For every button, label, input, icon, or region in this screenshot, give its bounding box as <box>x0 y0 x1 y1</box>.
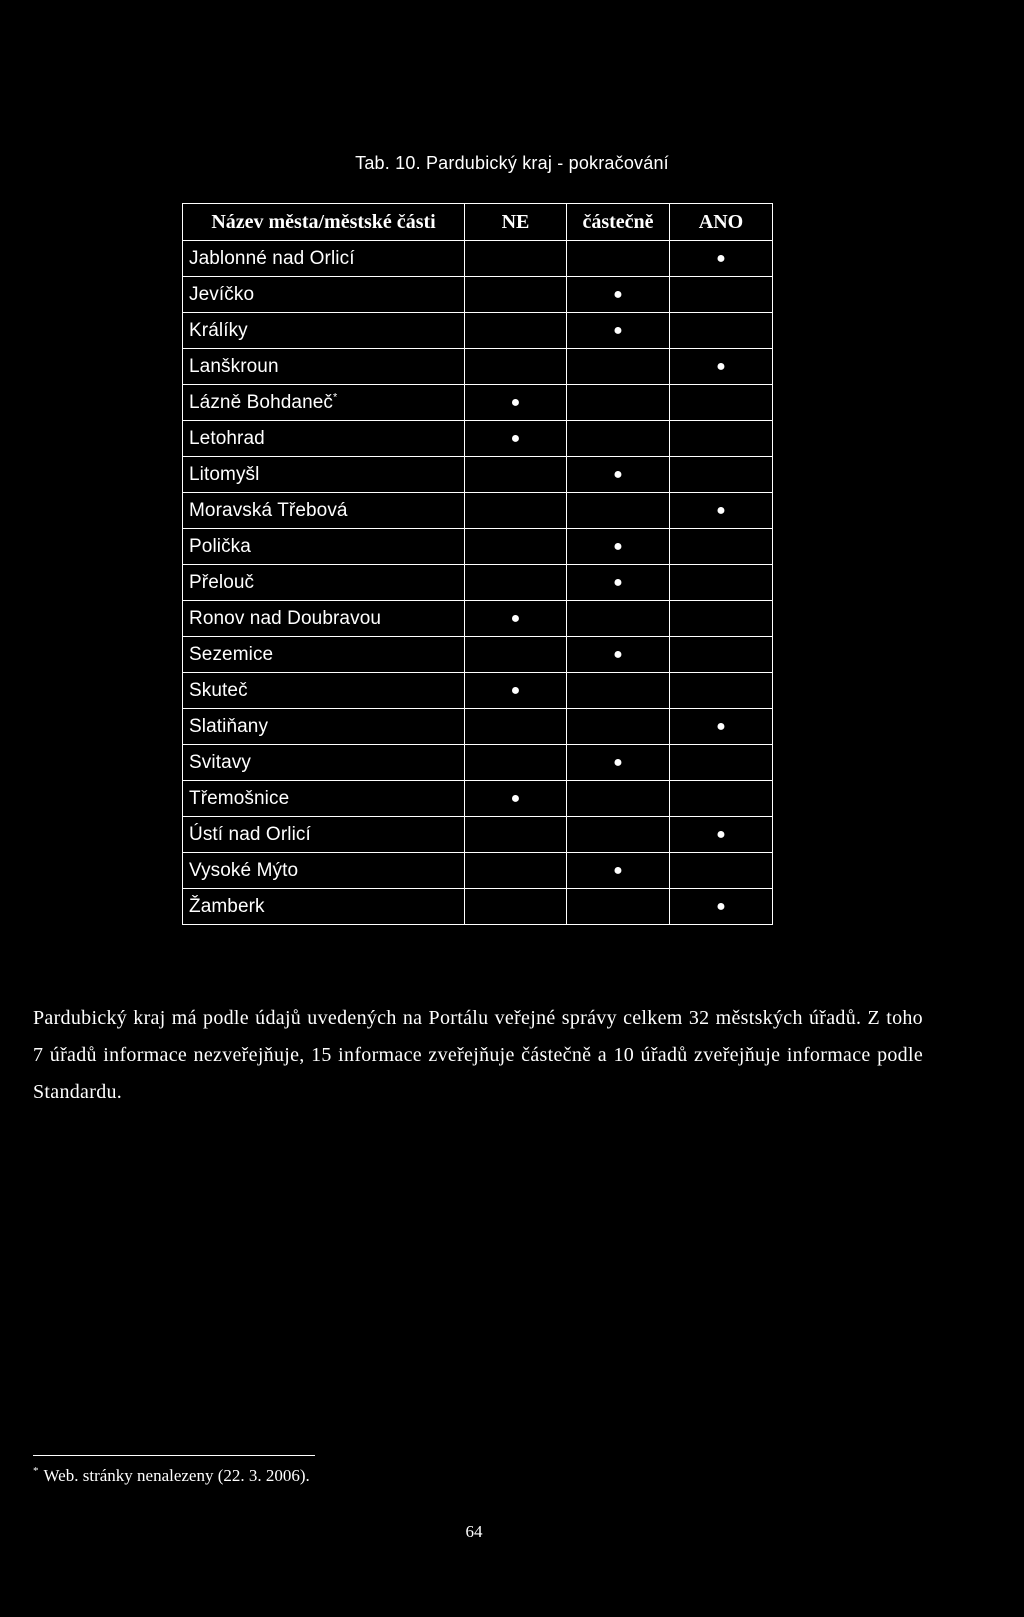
city-name: Žamberk <box>189 895 265 917</box>
bullet-icon: ● <box>613 285 623 303</box>
bullet-icon: ● <box>716 357 726 375</box>
city-name-cell <box>183 457 465 493</box>
table-row <box>183 241 773 277</box>
city-name: Jevíčko <box>189 283 255 305</box>
bullet-icon: ● <box>716 249 726 267</box>
status-cell <box>567 277 670 313</box>
status-cell <box>670 817 773 853</box>
bullet-icon: ● <box>510 429 521 447</box>
city-name: Králíky <box>189 319 248 341</box>
bullet-icon: ● <box>510 681 521 699</box>
table-row <box>183 457 773 493</box>
status-cell <box>567 709 670 745</box>
city-name-cell <box>183 601 465 637</box>
city-name: Sezemice <box>189 643 274 665</box>
status-cell <box>465 601 567 637</box>
table-row <box>183 601 773 637</box>
status-cell <box>670 781 773 817</box>
bullet-icon: ● <box>510 789 521 807</box>
footnote-marker: * <box>33 1465 39 1478</box>
status-cell <box>465 421 567 457</box>
status-cell <box>670 529 773 565</box>
city-name-cell <box>183 853 465 889</box>
header-ano: ANO <box>670 204 773 241</box>
status-cell <box>567 745 670 781</box>
bullet-icon: ● <box>510 393 521 411</box>
status-cell <box>465 277 567 313</box>
status-cell <box>567 889 670 925</box>
status-cell <box>567 529 670 565</box>
status-cell <box>567 601 670 637</box>
header-ne: NE <box>465 204 567 241</box>
status-cell <box>670 313 773 349</box>
bullet-icon: ● <box>716 501 726 519</box>
table-row <box>183 529 773 565</box>
status-cell <box>465 493 567 529</box>
city-name-cell <box>183 817 465 853</box>
status-cell <box>567 817 670 853</box>
city-name: Slatiňany <box>189 715 269 737</box>
table-row <box>183 421 773 457</box>
bullet-icon: ● <box>613 573 623 591</box>
status-cell <box>465 385 567 421</box>
table-row <box>183 277 773 313</box>
status-cell <box>567 493 670 529</box>
city-name: Lázně Bohdaneč <box>189 391 334 413</box>
status-cell <box>465 853 567 889</box>
status-cell <box>567 457 670 493</box>
status-cell <box>670 637 773 673</box>
city-name: Lanškroun <box>189 355 279 377</box>
status-cell <box>670 565 773 601</box>
status-cell <box>465 241 567 277</box>
city-name-cell <box>183 385 465 421</box>
status-cell <box>670 349 773 385</box>
bullet-icon: ● <box>716 897 726 915</box>
table-row <box>183 889 773 925</box>
status-cell <box>465 313 567 349</box>
bullet-icon: ● <box>613 645 623 663</box>
status-cell <box>670 385 773 421</box>
status-cell <box>465 637 567 673</box>
city-disclosure-table <box>182 203 773 925</box>
table-row <box>183 745 773 781</box>
table-caption: Tab. 10. Pardubický kraj - pokračování <box>355 153 669 173</box>
city-name: Ronov nad Doubravou <box>189 607 382 629</box>
status-cell <box>567 349 670 385</box>
city-name: Vysoké Mýto <box>189 859 299 881</box>
city-name-cell <box>183 673 465 709</box>
city-name-cell <box>183 637 465 673</box>
footnote-text: Web. stránky nenalezeny (22. 3. 2006). <box>43 1466 310 1485</box>
city-name: Ústí nad Orlicí <box>189 823 311 845</box>
city-name: Polička <box>189 535 251 557</box>
bullet-icon: ● <box>613 321 623 339</box>
footnote <box>33 1466 310 1486</box>
status-cell <box>567 673 670 709</box>
table-row <box>183 565 773 601</box>
bullet-icon: ● <box>510 609 521 627</box>
city-name: Třemošnice <box>189 787 290 809</box>
status-cell <box>465 349 567 385</box>
status-cell <box>567 853 670 889</box>
bullet-icon: ● <box>613 861 623 879</box>
city-name: Přelouč <box>189 571 255 593</box>
table-row <box>183 781 773 817</box>
table-row <box>183 709 773 745</box>
table-row <box>183 637 773 673</box>
status-cell <box>465 457 567 493</box>
table-row <box>183 493 773 529</box>
header-castecne: částečně <box>567 204 670 241</box>
table-body <box>183 241 773 925</box>
table-row <box>183 673 773 709</box>
page-number: 64 <box>465 1522 483 1541</box>
city-name-cell <box>183 493 465 529</box>
bullet-icon: ● <box>716 717 726 735</box>
status-cell <box>567 241 670 277</box>
status-cell <box>670 493 773 529</box>
city-name-cell <box>183 565 465 601</box>
status-cell <box>670 457 773 493</box>
status-cell <box>670 241 773 277</box>
status-cell <box>670 673 773 709</box>
city-name: Jablonné nad Orlicí <box>189 247 355 269</box>
bullet-icon: ● <box>613 465 623 483</box>
status-cell <box>567 637 670 673</box>
footnote-divider <box>33 1455 315 1456</box>
city-name-cell <box>183 889 465 925</box>
header-city-name: Název města/městské části <box>183 204 465 241</box>
status-cell <box>670 277 773 313</box>
status-cell <box>465 781 567 817</box>
table-row <box>183 385 773 421</box>
status-cell <box>567 781 670 817</box>
city-name: Skuteč <box>189 679 248 701</box>
table-row <box>183 853 773 889</box>
status-cell <box>670 745 773 781</box>
city-name-cell <box>183 277 465 313</box>
status-cell <box>670 601 773 637</box>
status-cell <box>567 565 670 601</box>
status-cell <box>465 565 567 601</box>
city-name-cell <box>183 529 465 565</box>
city-name-cell <box>183 709 465 745</box>
status-cell <box>465 889 567 925</box>
status-cell <box>567 421 670 457</box>
table-row <box>183 349 773 385</box>
table-row <box>183 313 773 349</box>
status-cell <box>465 745 567 781</box>
bullet-icon: ● <box>716 825 726 843</box>
city-name: Litomyšl <box>189 463 260 485</box>
table-row <box>183 817 773 853</box>
bullet-icon: ● <box>613 753 623 771</box>
city-name: Letohrad <box>189 427 265 449</box>
status-cell <box>670 889 773 925</box>
city-name-cell <box>183 421 465 457</box>
city-name-cell <box>183 745 465 781</box>
status-cell <box>567 385 670 421</box>
city-name: Svitavy <box>189 751 251 773</box>
bullet-icon: ● <box>613 537 623 555</box>
status-cell <box>465 529 567 565</box>
table-header-row <box>183 204 773 241</box>
city-name: Moravská Třebová <box>189 499 348 521</box>
status-cell <box>465 673 567 709</box>
city-name-cell <box>183 781 465 817</box>
status-cell <box>465 709 567 745</box>
status-cell <box>670 421 773 457</box>
status-cell <box>670 853 773 889</box>
city-name-cell <box>183 313 465 349</box>
city-name-cell <box>183 349 465 385</box>
status-cell <box>567 313 670 349</box>
summary-paragraph: Pardubický kraj má podle údajů uvedených na Portálu veřejné správy celkem 32 městských úřadů. Z toho 7 úřadů informace nezveřejňuje, 15 informace zveřejňuje částečně a 10 úřadů zveřejňuje informace podle Standardu. <box>33 1007 923 1103</box>
status-cell <box>670 709 773 745</box>
city-name-cell <box>183 241 465 277</box>
status-cell <box>465 817 567 853</box>
footnote-marker: * <box>333 391 338 404</box>
